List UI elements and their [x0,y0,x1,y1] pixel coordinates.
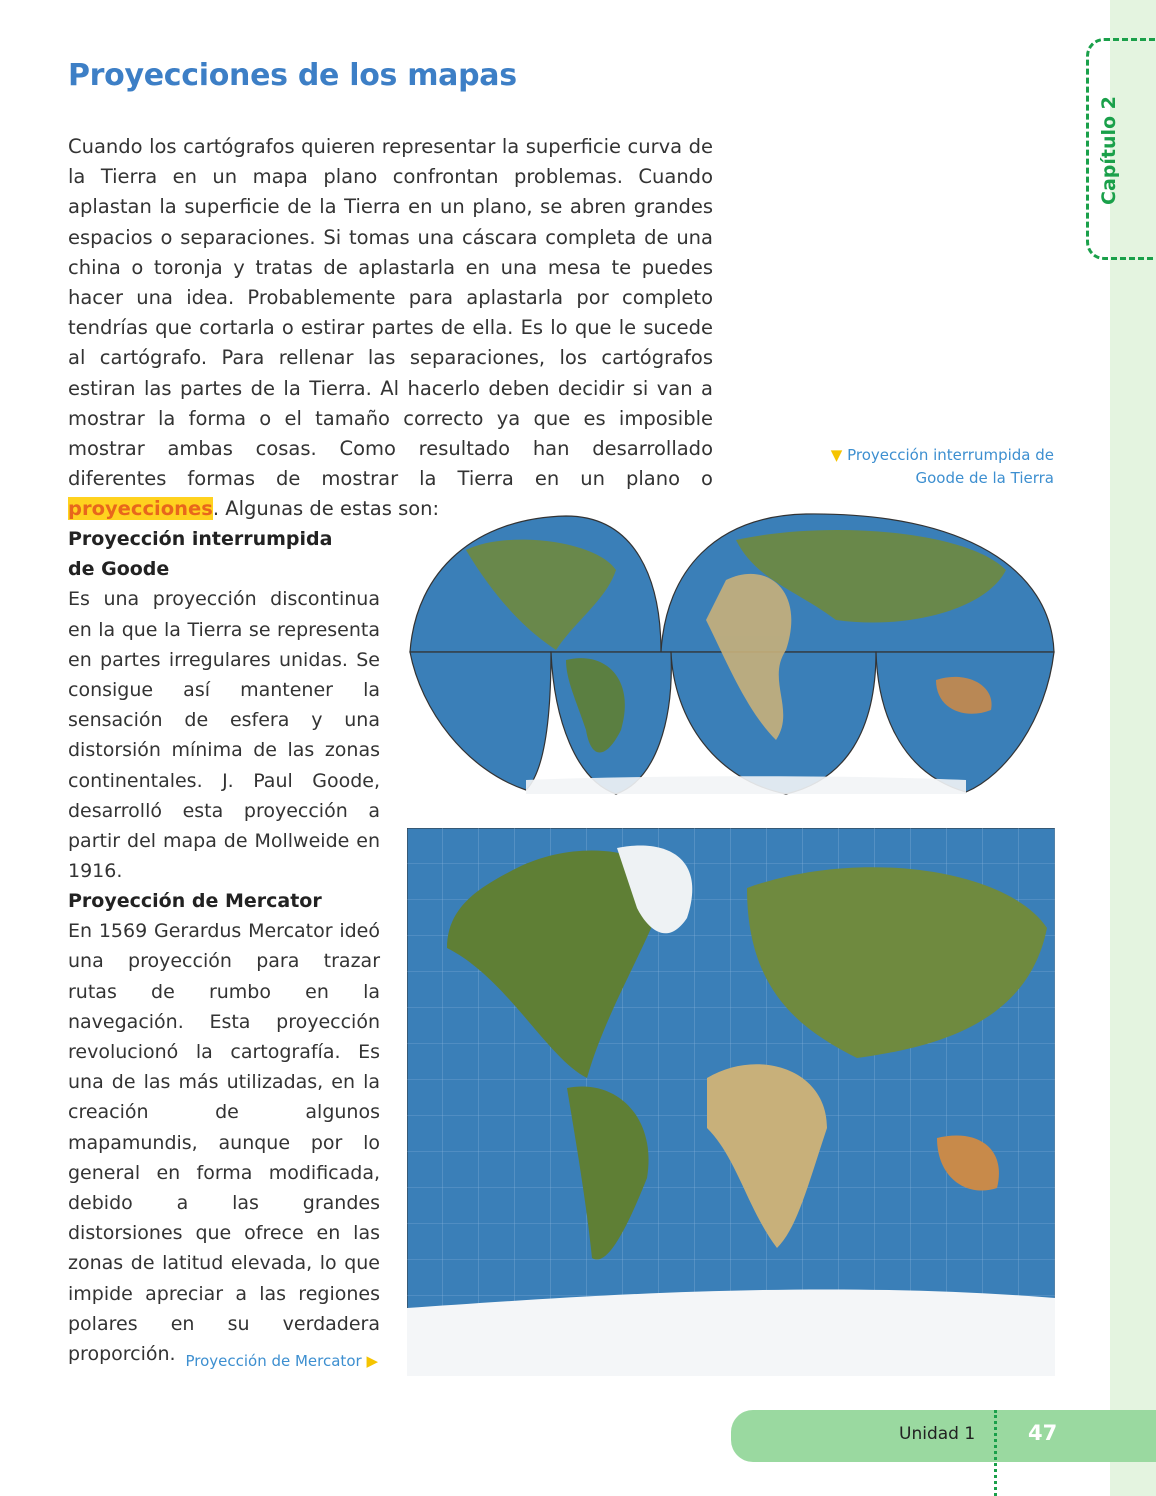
mercator-caption [140,1352,378,1370]
goode-heading: Proyección interrumpida de Goode [68,528,333,581]
goode-caption-text: Proyección interrumpida de Goode de la Tierra [847,446,1054,487]
intro-paragraph [68,132,713,525]
goode-section [68,524,380,886]
goode-map [406,510,1058,798]
mercator-caption-text: Proyección de Mercator [185,1352,362,1370]
goode-body: Es una proyección discontinua en la que la Tierra se representa en partes irregulares unidas. Se consigue así mantener la sensación de esfera y una distorsión mínima de las zonas continentales. J. Paul Goode, desarrolló esta proyección a partir del mapa de Mollweide en 1916. [68,588,380,883]
unit-label: Unidad 1 [899,1424,976,1444]
mercator-map [407,828,1055,1376]
mercator-heading: Proyección de Mercator [68,890,322,912]
page-title: Proyecciones de los mapas [68,58,517,93]
triangle-down-icon: ▼ [830,446,843,464]
triangle-right-icon: ▶ [366,1352,378,1370]
chapter-tab-border [1086,38,1156,260]
mercator-section [68,886,380,1369]
intro-text-end: . Algunas de estas son: [212,497,440,521]
footer-divider [994,1410,997,1496]
chapter-tab: Capítulo 2 [1098,96,1120,205]
goode-caption [790,444,1054,490]
page-number: 47 [1028,1421,1058,1445]
highlight-term: proyecciones [68,497,213,521]
intro-text: Cuando los cartógrafos quieren representar la superficie curva de la Tierra en un mapa plano confrontan problemas. Cuando aplastan la superficie de la Tierra en un plano, se abren grandes espacios o separaciones. Si tomas una cáscara completa de una china o toronja y tratas de aplastarla en una mesa te puedes hacer una idea. Probablemente para aplastarla por completo tendrías que cortarla o estirar partes de ella. Es lo que le sucede al cartógrafo. Para rellenar las separaciones, los cartógrafos estiran las partes de la Tierra. Al hacerlo deben decidir si van a mostrar la forma o el tamaño correcto ya que es imposible mostrar ambas cosas. Como resultado han desarrollado diferentes formas de mostrar la Tierra en un plano o [68,135,713,491]
mercator-body: En 1569 Gerardus Mercator ideó una proyección para trazar rutas de rumbo en la navegación. Esta proyección revolucionó la cartografía. Es una de las más utilizadas, en la creación de algunos mapamundis, aunque por lo general en forma modificada, debido a las grandes distorsiones que ofrece en las zonas de latitud elevada, lo que impide apreciar a las regiones polares en su verdadera proporción. [68,920,380,1366]
